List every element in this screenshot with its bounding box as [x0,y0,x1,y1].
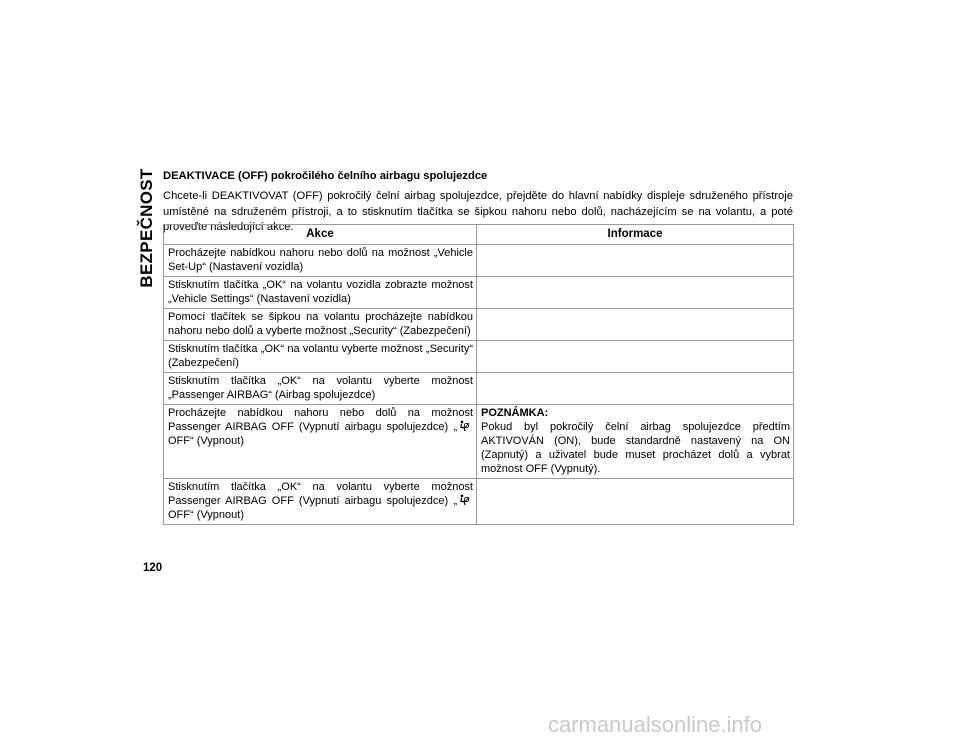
header-action: Akce [164,225,477,245]
info-cell [477,245,794,277]
action-cell: Stisknutím tlačítka „OK“ na volantu vozidla zobrazte možnost „Vehicle Settings“ (Nastavení vozidla) [164,277,477,309]
header-info: Informace [477,225,794,245]
note-heading: POZNÁMKA: [481,407,549,419]
airbag-off-icon [458,494,470,506]
section-tab [132,160,162,295]
info-cell [477,341,794,373]
table-header-row [164,225,794,245]
action-text-end: OFF“ (Vypnout) [168,435,244,447]
action-text-start: Stisknutím tlačítka „OK“ na volantu vyberte možnost Passenger AIRBAG OFF (Vypnutí airbagu spolujezdce) „ [168,481,473,507]
info-cell [477,405,794,479]
intro-paragraph: Chcete-li DEAKTIVOVAT (OFF) pokročilý čelní airbag spolujezdce, přejděte do hlavní nabídky displeje sdruženého přístroje umístěné na sdruženém přístroji, a to stisknutím tlačítka se šipkou nahoru nebo dolů, nacházejícím se na volantu, a poté proveďte následující akce: [163,190,793,233]
steps-table [163,224,794,525]
table-row [164,405,794,479]
page-number: 120 [143,562,163,574]
airbag-off-icon [458,420,470,432]
info-cell [477,277,794,309]
action-cell [164,479,477,525]
table-row [164,373,794,405]
table-row [164,277,794,309]
info-cell [477,479,794,525]
table-row [164,479,794,525]
info-cell [477,373,794,405]
action-cell: Procházejte nabídkou nahoru nebo dolů na možnost „Vehicle Set-Up“ (Nastavení vozidla) [164,245,477,277]
info-cell [477,309,794,341]
action-cell: Stisknutím tlačítka „OK“ na volantu vyberte možnost „Passenger AIRBAG“ (Airbag spolujezdce) [164,373,477,405]
table-row [164,341,794,373]
table-row [164,245,794,277]
section-tab-label: BEZPEČNOST [137,167,156,288]
section-title: DEAKTIVACE (OFF) pokročilého čelního airbagu spolujezdce [163,170,488,182]
action-text-end: OFF“ (Vypnout) [168,509,244,521]
watermark: carmanualsonline.info [548,712,763,737]
action-cell: Pomocí tlačítek se šipkou na volantu procházejte nabídkou nahoru nebo dolů a vyberte možnost „Security“ (Zabezpečení) [164,309,477,341]
table-row [164,309,794,341]
note-body: Pokud byl pokročilý čelní airbag spolujezdce předtím AKTIVOVÁN (ON), bude standardně nastavený na ON (Zapnutý) a uživatel bude muset procházet dolů a vybrat možnost OFF (Vypnutý). [481,421,790,475]
action-cell [164,405,477,479]
action-text-start: Procházejte nabídkou nahoru nebo dolů na možnost Passenger AIRBAG OFF (Vypnutí airbagu spolujezdce) „ [168,407,473,433]
action-cell: Stisknutím tlačítka „OK“ na volantu vyberte možnost „Security“ (Zabezpečení) [164,341,477,373]
